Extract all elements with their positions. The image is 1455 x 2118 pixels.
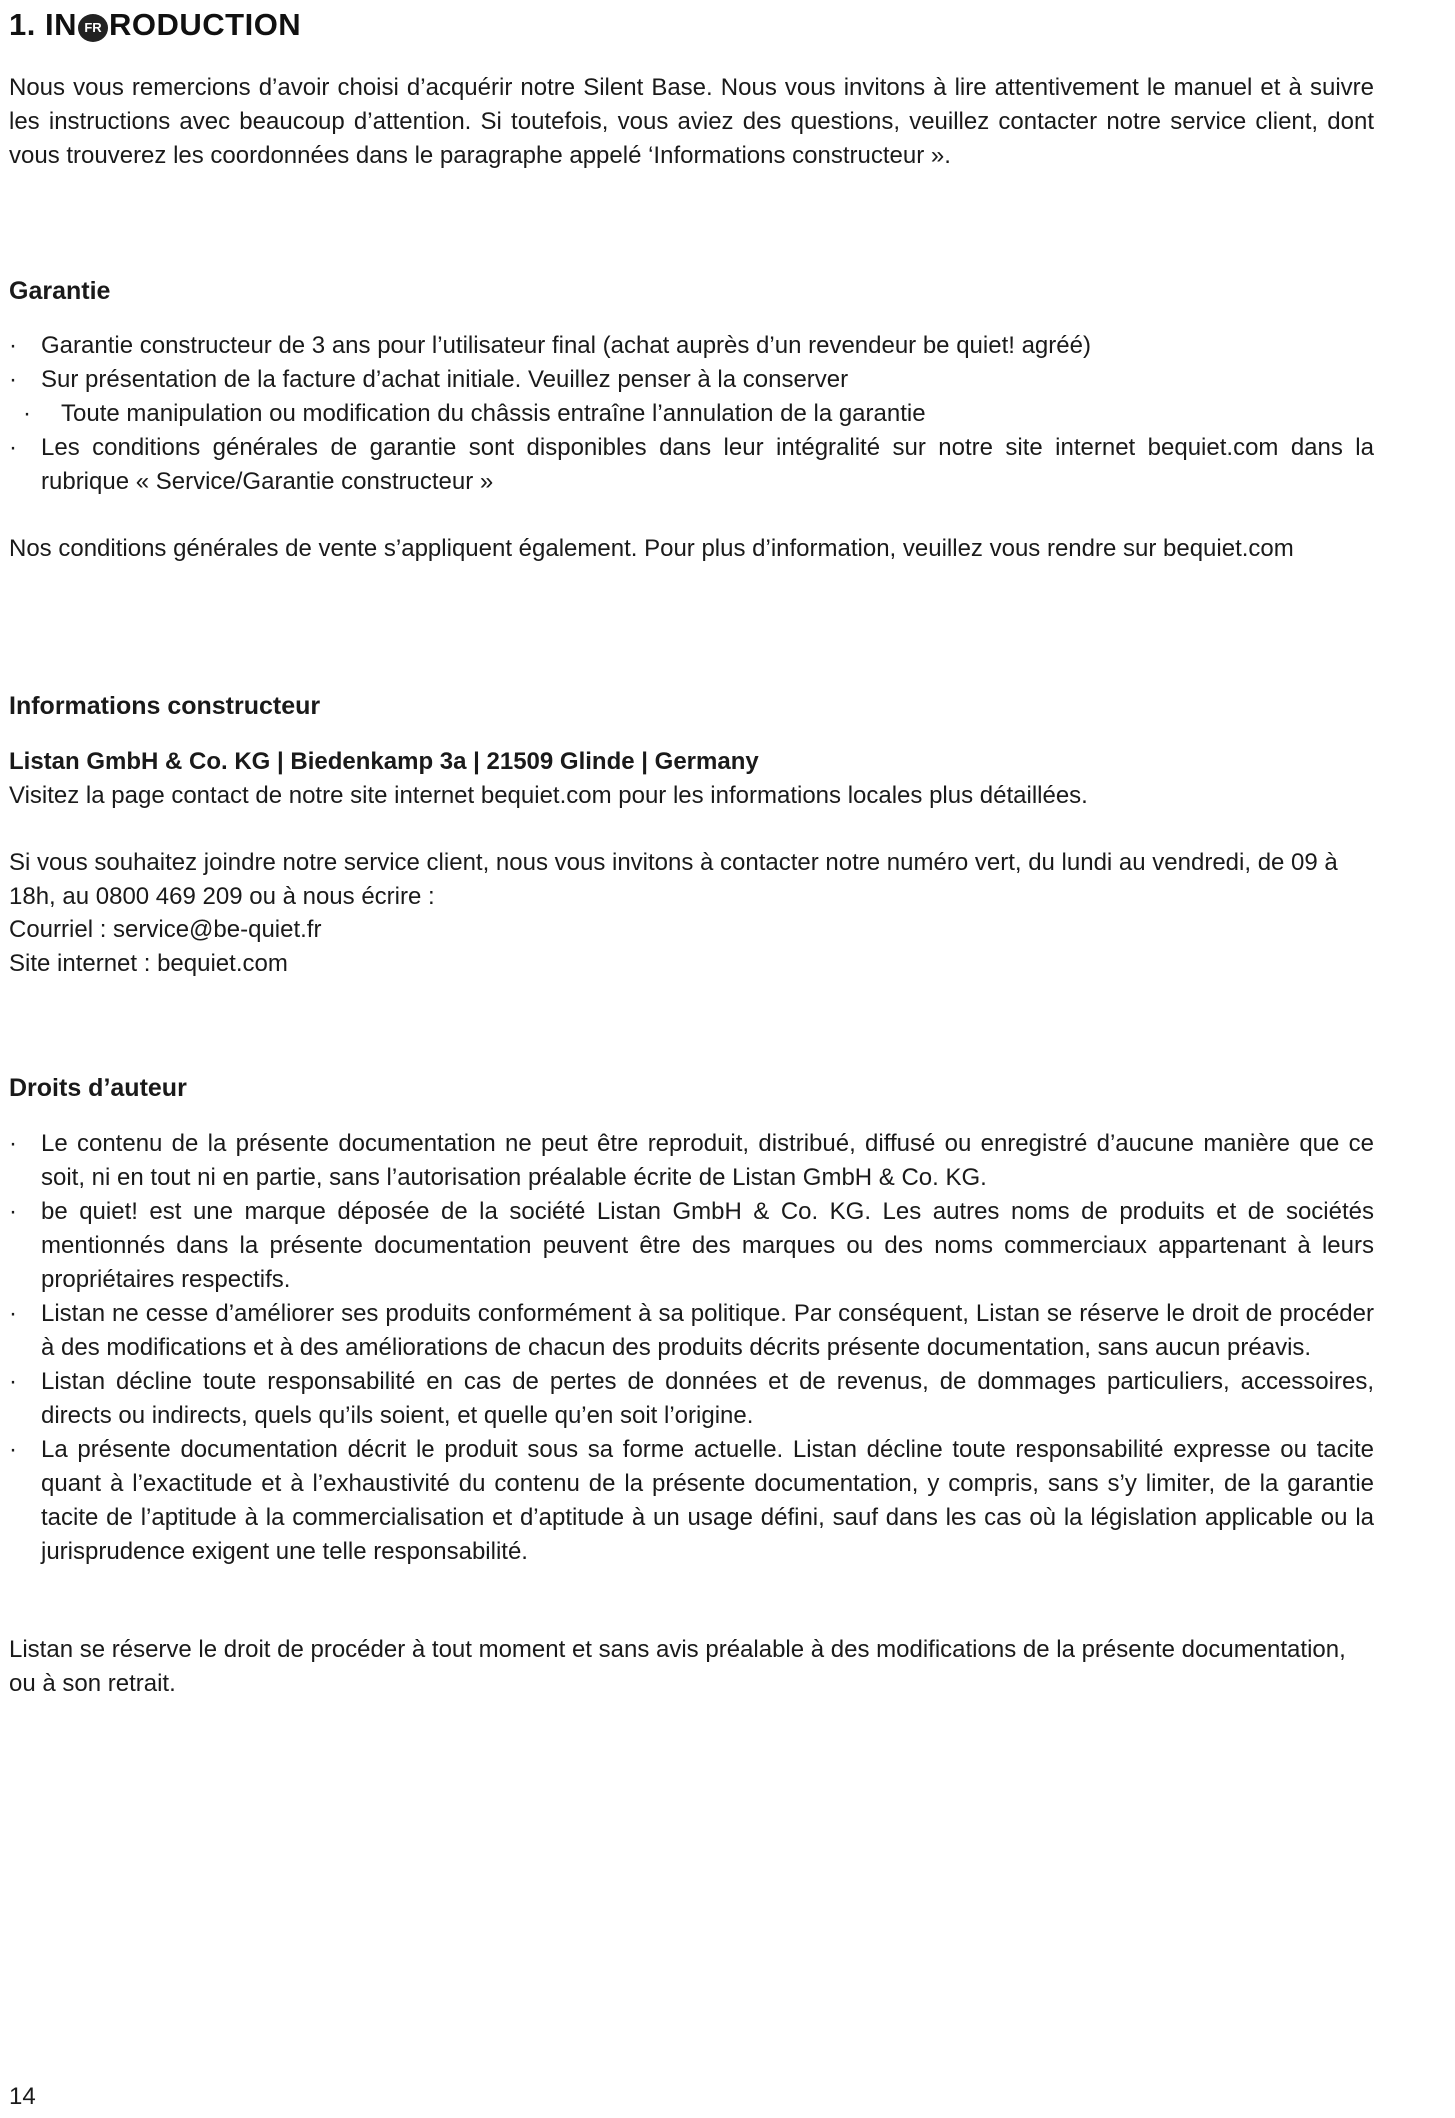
list-item: · Sur présentation de la facture d’achat initiale. Veuillez penser à la conserver [9, 363, 1374, 397]
contact-text: Si vous souhaitez joindre notre service client, nous vous invitons à contacter notre numéro vert, du lundi au vendredi, de 09 à 18h, au 0800 469 209 ou à nous écrire : [9, 849, 1338, 910]
list-item: · Le contenu de la présente documentation ne peut être reproduit, distribué, diffusé ou enregistré d’aucune manière que ce soit, ni en tout ni en partie, sans l’autorisation préalable écrite de Listan GmbH & Co. KG. [9, 1127, 1374, 1195]
list-item: · Garantie constructeur de 3 ans pour l’utilisateur final (achat auprès d’un revendeur be quiet! agréé) [9, 329, 1374, 363]
visit-text: Visitez la page contact de notre site internet bequiet.com pour les informations locales plus détaillées. [9, 782, 1088, 809]
manufacturer-address: Listan GmbH & Co. KG | Biedenkamp 3a | 21509 Glinde | Germany [9, 748, 759, 775]
contact-website: Site internet : bequiet.com [9, 950, 288, 977]
heading-prefix: IN [44, 7, 77, 42]
constructeur-heading: Informations constructeur [9, 692, 321, 720]
language-badge-icon: FR [78, 14, 108, 42]
intro-paragraph: Nous vous remercions d’avoir choisi d’acquérir notre Silent Base. Nous vous invitons à lire attentivement le manuel et à suivre les instructions avec beaucoup d’attention. Si toutefois, vous aviez des questions, veuillez contacter notre service client, dont vous trouverez les coordonnées dans le paragraphe appelé ‘Informations constructeur ». [9, 74, 1374, 169]
droits-list [9, 1127, 1374, 1569]
list-item: · Listan ne cesse d’améliorer ses produits conformément à sa politique. Par conséquent, Listan se réserve le droit de procéder à des modifications et à des améliorations de chacun des produits décrits présente documentation, sans aucun préavis. [9, 1297, 1374, 1365]
list-item: · Les conditions générales de garantie sont disponibles dans leur intégralité sur notre site internet bequiet.com dans la rubrique « Service/Garantie constructeur » [9, 431, 1374, 499]
garantie-heading: Garantie [9, 277, 111, 305]
list-item: · Listan décline toute responsabilité en cas de pertes de données et de revenus, de dommages particuliers, accessoires, directs ou indirects, quels qu’ils soient, et quelle qu’en soit l’origine. [9, 1365, 1374, 1433]
page-number: 14 [9, 2083, 36, 2110]
list-item: · be quiet! est une marque déposée de la société Listan GmbH & Co. KG. Les autres noms de produits et de sociétés mentionnés dans la présente documentation peuvent être des marques ou des noms commerciaux appartenant à leurs propriétaires respectifs. [9, 1195, 1374, 1297]
garantie-list [9, 329, 1374, 499]
contact-email: Courriel : service@be-quiet.fr [9, 916, 322, 943]
garantie-note: Nos conditions générales de vente s’appliquent également. Pour plus d’information, veuillez vous rendre sur bequiet.com [9, 535, 1294, 562]
section-number: 1. [9, 7, 36, 42]
section-heading [9, 5, 301, 45]
droits-heading: Droits d’auteur [9, 1074, 187, 1102]
closing-paragraph: Listan se réserve le droit de procéder à tout moment et sans avis préalable à des modifications de la présente documentation, ou à son retrait. [9, 1636, 1346, 1697]
list-item: · La présente documentation décrit le produit sous sa forme actuelle. Listan décline toute responsabilité expresse ou tacite quant à l’exactitude et à l’exhaustivité du contenu de la présente documentation, y compris, sans s’y limiter, de la garantie tacite de l’aptitude à la commercialisation et d’aptitude à un usage défini, sauf dans les cas où la législation applicable ou la jurisprudence exigent une telle responsabilité. [9, 1433, 1374, 1569]
heading-suffix: RODUCTION [108, 7, 302, 42]
list-item: · Toute manipulation ou modification du châssis entraîne l’annulation de la garantie [9, 397, 1374, 431]
